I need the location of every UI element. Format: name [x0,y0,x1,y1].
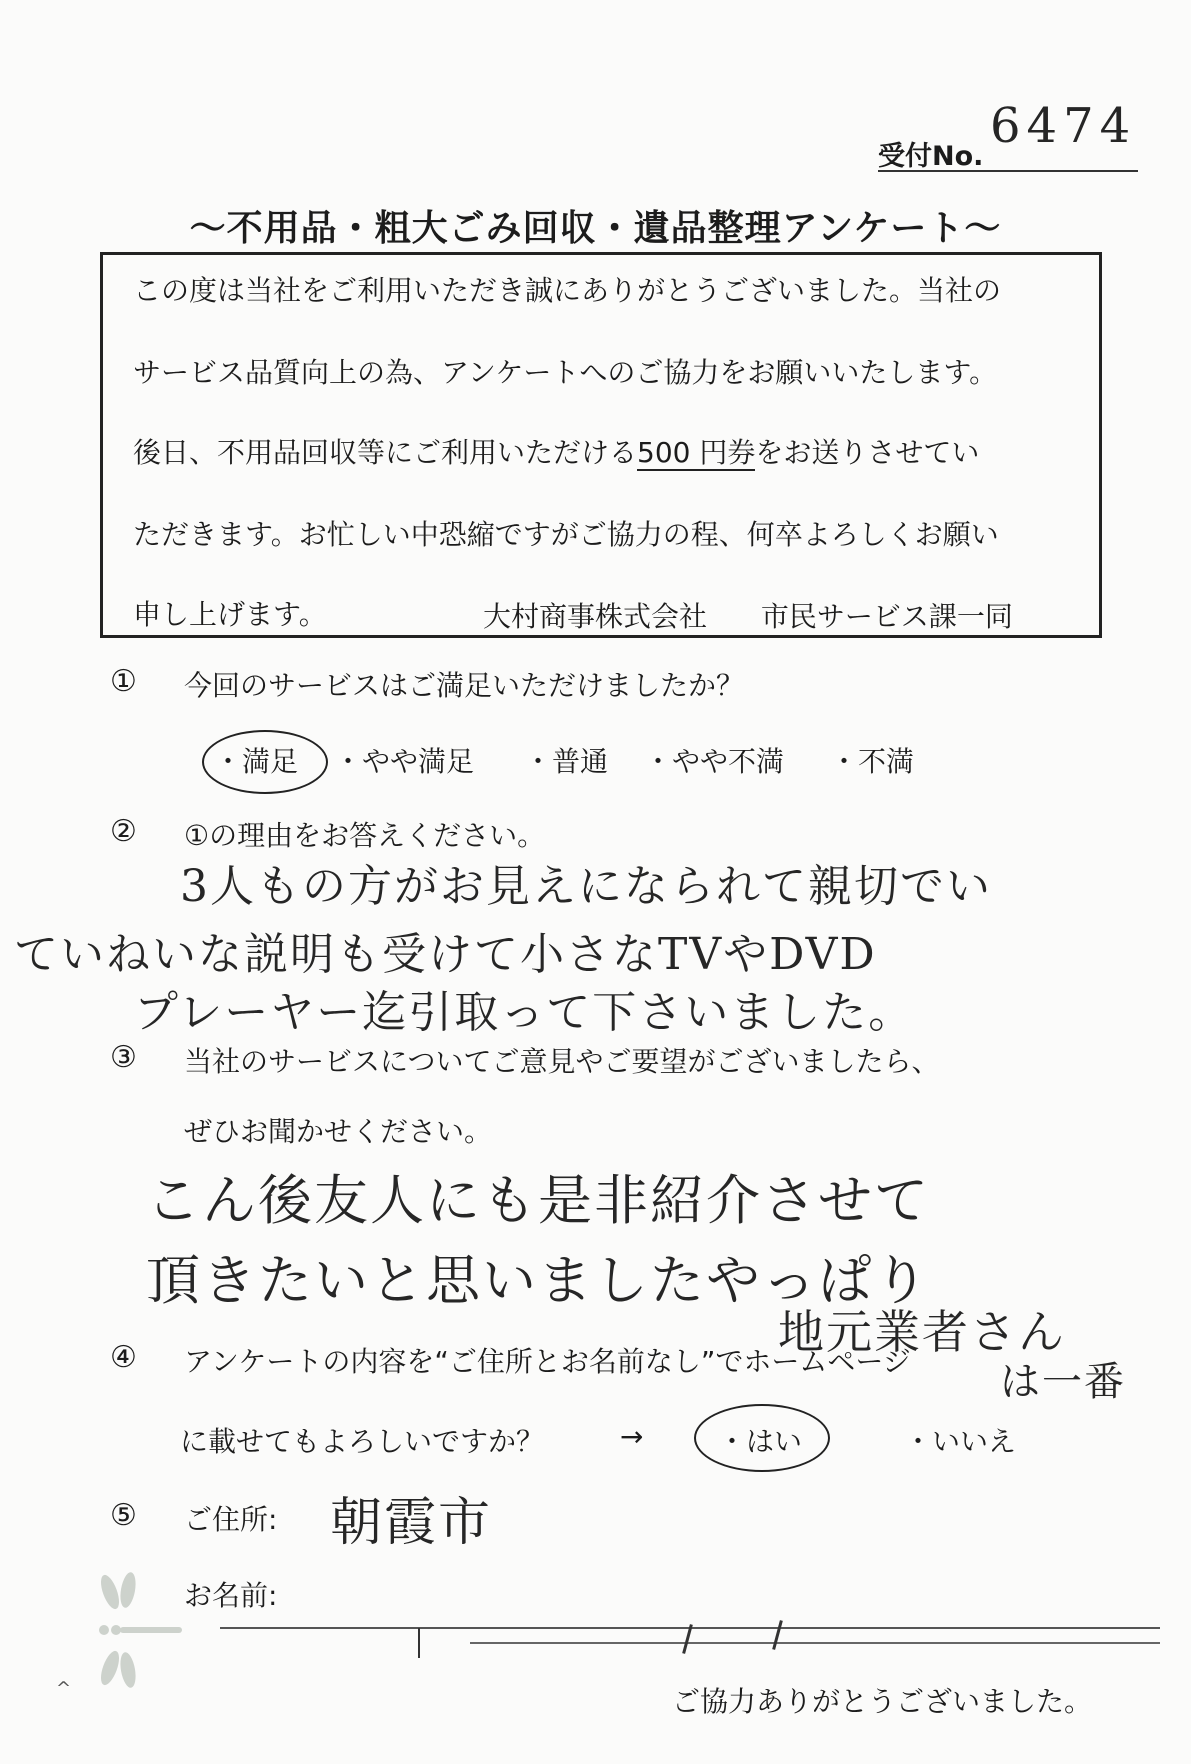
footer-thanks: ご協力ありがとうございました。 [672,1685,1093,1718]
q4-arrow: → [620,1420,644,1453]
receipt-number-area [878,98,1138,172]
q1-option-unsatisfied[interactable]: ・不満 [830,745,915,778]
write-line-2 [470,1642,1160,1644]
q4-text: アンケートの内容を“ご住所とお名前なし”でホームページ [184,1345,911,1378]
q3-answer-line-2: 頂きたいと思いましたやっぱり [146,1249,930,1312]
q4-number: ④ [110,1340,137,1375]
receipt-number: 6474 [990,98,1137,154]
pen-stroke-mark-3 [772,1620,783,1650]
q3-answer-line-3: 地元業者さん [778,1305,1066,1359]
address-value: 朝霞市 [330,1493,493,1553]
intro-line-3 [133,431,979,471]
pen-stroke-mark-1 [418,1628,420,1658]
q1-option-somewhat-satisfied[interactable]: ・やや満足 [334,745,475,778]
intro-line-2: サービス品質向上の為、アンケートへのご協力をお願いいたします。 [133,356,998,389]
intro-line-5: 申し上げます。 [133,598,327,631]
voucher-amount: 500 円券 [637,436,756,469]
q2-text: ①の理由をお答えください。 [184,819,546,852]
intro-line-4: ただきます。お忙しい中恐縮ですがご協力の程、何卒よろしくお願い [133,518,999,551]
intro-line-1: この度は当社をご利用いただき誠にありがとうございました。当社の [133,274,1002,307]
q3-text-2: ぜひお聞かせください。 [184,1115,493,1148]
q2-answer-line-3: プレーヤー迄引取って下さいました。 [134,987,915,1038]
address-label: ご住所: [184,1503,278,1536]
receipt-label: 受付No. [878,141,984,172]
q2-answer-line-1: 3人もの方がお見えになられて親切でい [180,861,992,912]
q1-option-satisfied[interactable]: ・満足 [214,745,299,778]
q5-number: ⑤ [110,1498,137,1533]
q2-number: ② [110,814,137,849]
q1-text: 今回のサービスはご満足いただけましたか？ [184,669,745,702]
intro-line-3-after: をお送りさせてい [755,436,980,469]
q3-number: ③ [110,1040,137,1075]
department-name: 市民サービス課一同 [760,600,1013,633]
signature [483,595,1013,635]
q2-answer-line-2: ていねいな説明も受けて小さなTVやDVD [14,929,877,980]
q1-option-somewhat-unsatisfied[interactable]: ・やや不満 [644,745,785,778]
intro-line-3-before: 後日、不用品回収等にご利用いただける [133,436,638,469]
q4-option-yes[interactable]: ・はい [718,1425,803,1458]
q1-option-normal[interactable]: ・普通 [524,745,609,778]
q4-text-2: に載せてもよろしいですか？ [180,1425,545,1458]
q3-text: 当社のサービスについてご意見やご要望がございましたら、 [184,1045,940,1078]
q1-number: ① [110,664,137,699]
intro-box [100,252,1102,638]
q3-answer-line-4: は一番 [1000,1359,1126,1405]
stray-mark: ^ [56,1678,72,1699]
name-label: お名前: [184,1579,278,1612]
company-name: 大村商事株式会社 [483,600,708,633]
q3-answer-line-1: こん後友人にも是非紹介させて [146,1169,930,1232]
dragonfly-icon [90,1570,190,1690]
survey-title: ～不用品・粗大ごみ回収・遺品整理アンケート～ [189,208,1002,249]
q4-option-no[interactable]: ・いいえ [904,1425,1017,1458]
